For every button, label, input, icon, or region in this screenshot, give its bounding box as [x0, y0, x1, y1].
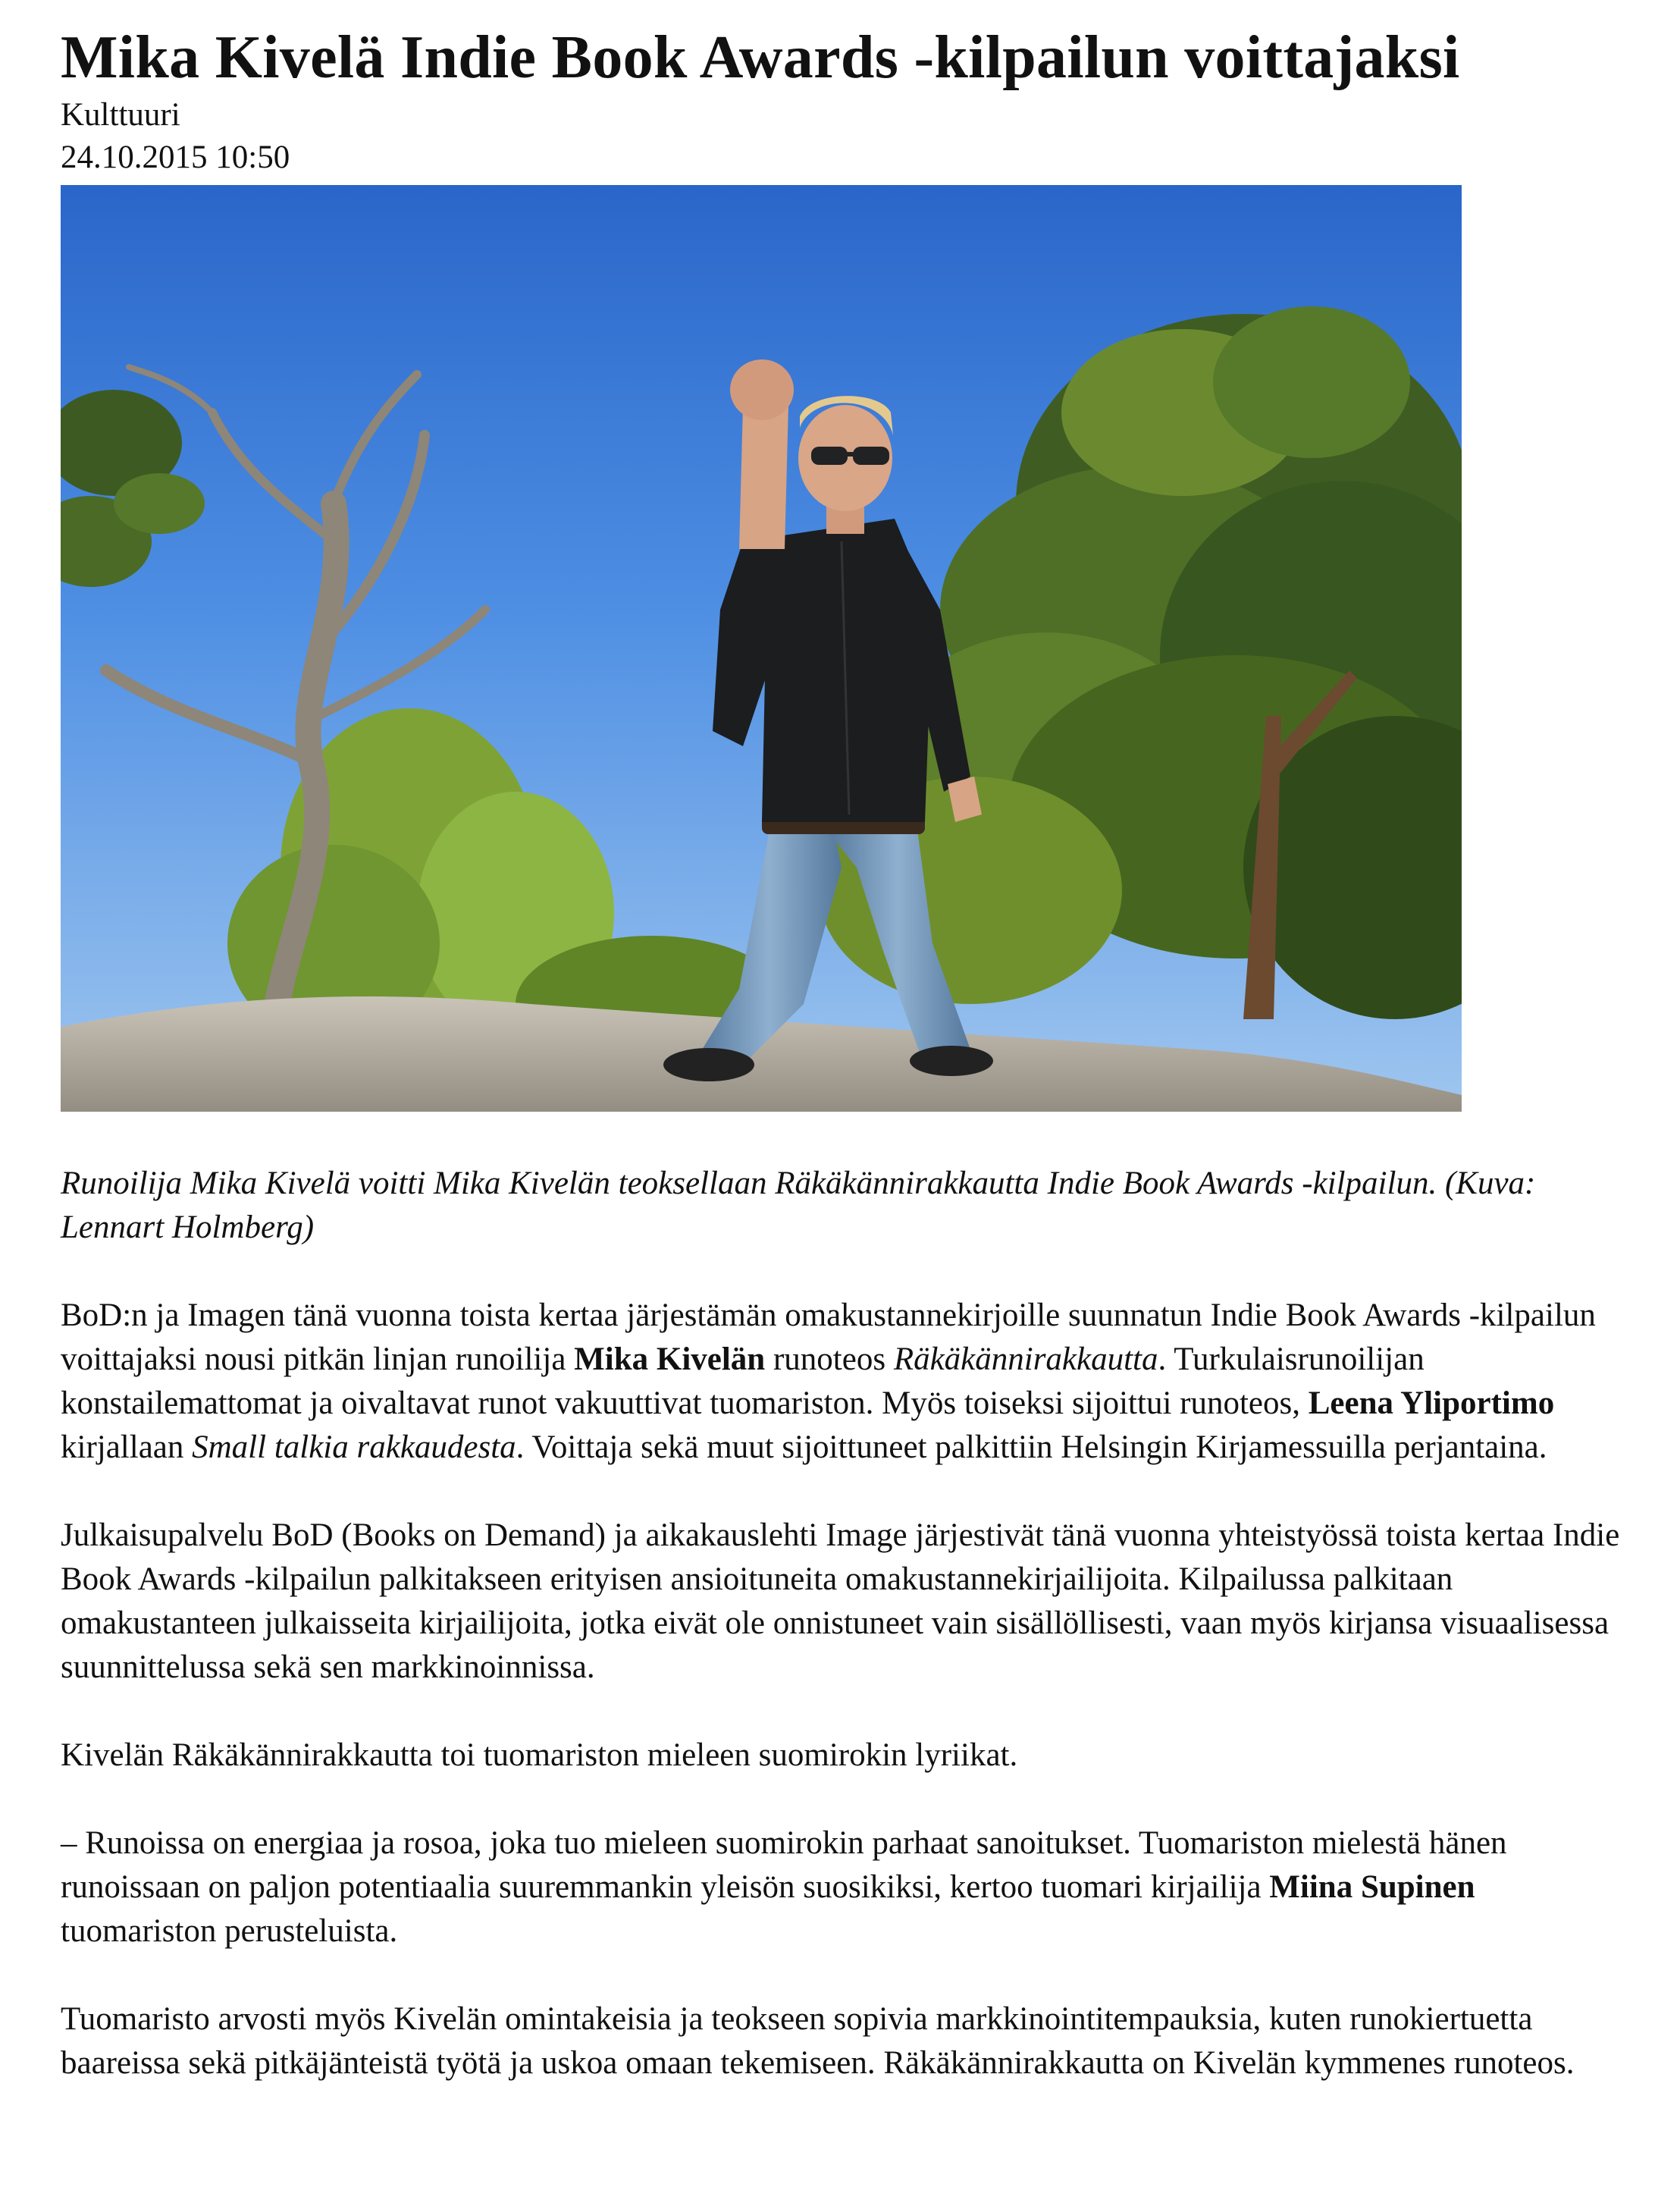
- article-title: Mika Kivelä Indie Book Awards -kilpailun voittajaksi: [61, 24, 1460, 91]
- p1-bold-author: Mika Kivelän: [574, 1341, 766, 1377]
- paragraph-4: [61, 1821, 1622, 1953]
- p1-italic-book: Räkäkännirakkautta: [893, 1341, 1158, 1377]
- p4-bold-judge: Miina Supinen: [1269, 1869, 1475, 1905]
- article: [61, 21, 1622, 2085]
- p4-text-2: tuomariston perusteluista.: [61, 1913, 398, 1949]
- p1-text-1: BoD:n ja Imagen tänä vuonna toista kertaa järjestämän omakustannekirjoille suunnatun Indie Book Awards -kilpailun voittajaksi nousi pitkän linjan runoilija: [61, 1297, 1596, 1377]
- p1-text-5: . Voittaja sekä muut sijoittuneet palkittiin Helsingin Kirjamessuilla perjantaina.: [516, 1429, 1547, 1465]
- paragraph-2: Julkaisupalvelu BoD (Books on Demand) ja aikakauslehti Image järjestivät tänä vuonna yhteistyössä toista kertaa Indie Book Awards -kilpailun palkitakseen erityisen ansioituneita omakustannekirjailijoita. Kilpailussa palkitaan omakustanteen julkaisseita kirjailijoita, jotka eivät ole onnistuneet vain sisällöllisesti, vaan myös kirjansa visuaalisessa suunnittelussa sekä sen markkinoinnissa.: [61, 1517, 1620, 1685]
- article-category: Kulttuuri: [61, 97, 180, 133]
- p1-bold-second-author: Leena Yliportimo: [1308, 1385, 1555, 1421]
- p1-italic-second-book: Small talkia rakkaudesta: [192, 1429, 516, 1465]
- p1-text-4: kirjallaan: [61, 1429, 193, 1465]
- p4-text-1: – Runoissa on energiaa ja rosoa, joka tuo mieleen suomirokin parhaat sanoitukset. Tuomariston mielestä hänen runoissaan on paljon potentiaalia suuremmankin yleisön suosikiksi, kertoo tuomari kirjailija: [61, 1825, 1507, 1905]
- photo-caption: Runoilija Mika Kivelä voitti Mika Kivelän teoksellaan Räkäkännirakkautta Indie Book Awards -kilpailun. (Kuva: Lennart Holmberg): [61, 1166, 1536, 1245]
- paragraph-3: Kivelän Räkäkännirakkautta toi tuomariston mieleen suomirokin lyriikat.: [61, 1737, 1018, 1773]
- article-datetime: 24.10.2015 10:50: [61, 140, 290, 175]
- paragraph-1: [61, 1294, 1622, 1470]
- p1-text-3: . Turkulaisrunoilijan konstailemattomat ja oivaltavat runot vakuuttivat tuomariston. Myös toiseksi sijoittui runoteos,: [61, 1341, 1425, 1421]
- article-photo: [61, 185, 1462, 1112]
- paragraph-5: Tuomaristo arvosti myös Kivelän omintakeisia ja teokseen sopivia markkinointitempauksia, kuten runokiertuetta baareissa sekä pitkäjänteistä työtä ja uskoa omaan tekemiseen. Räkäkännirakkautta on Kivelän kymmenes runoteos.: [61, 2001, 1575, 2081]
- p1-text-2: runoteos: [765, 1341, 894, 1377]
- poet-on-rock-illustration: [61, 185, 1462, 1112]
